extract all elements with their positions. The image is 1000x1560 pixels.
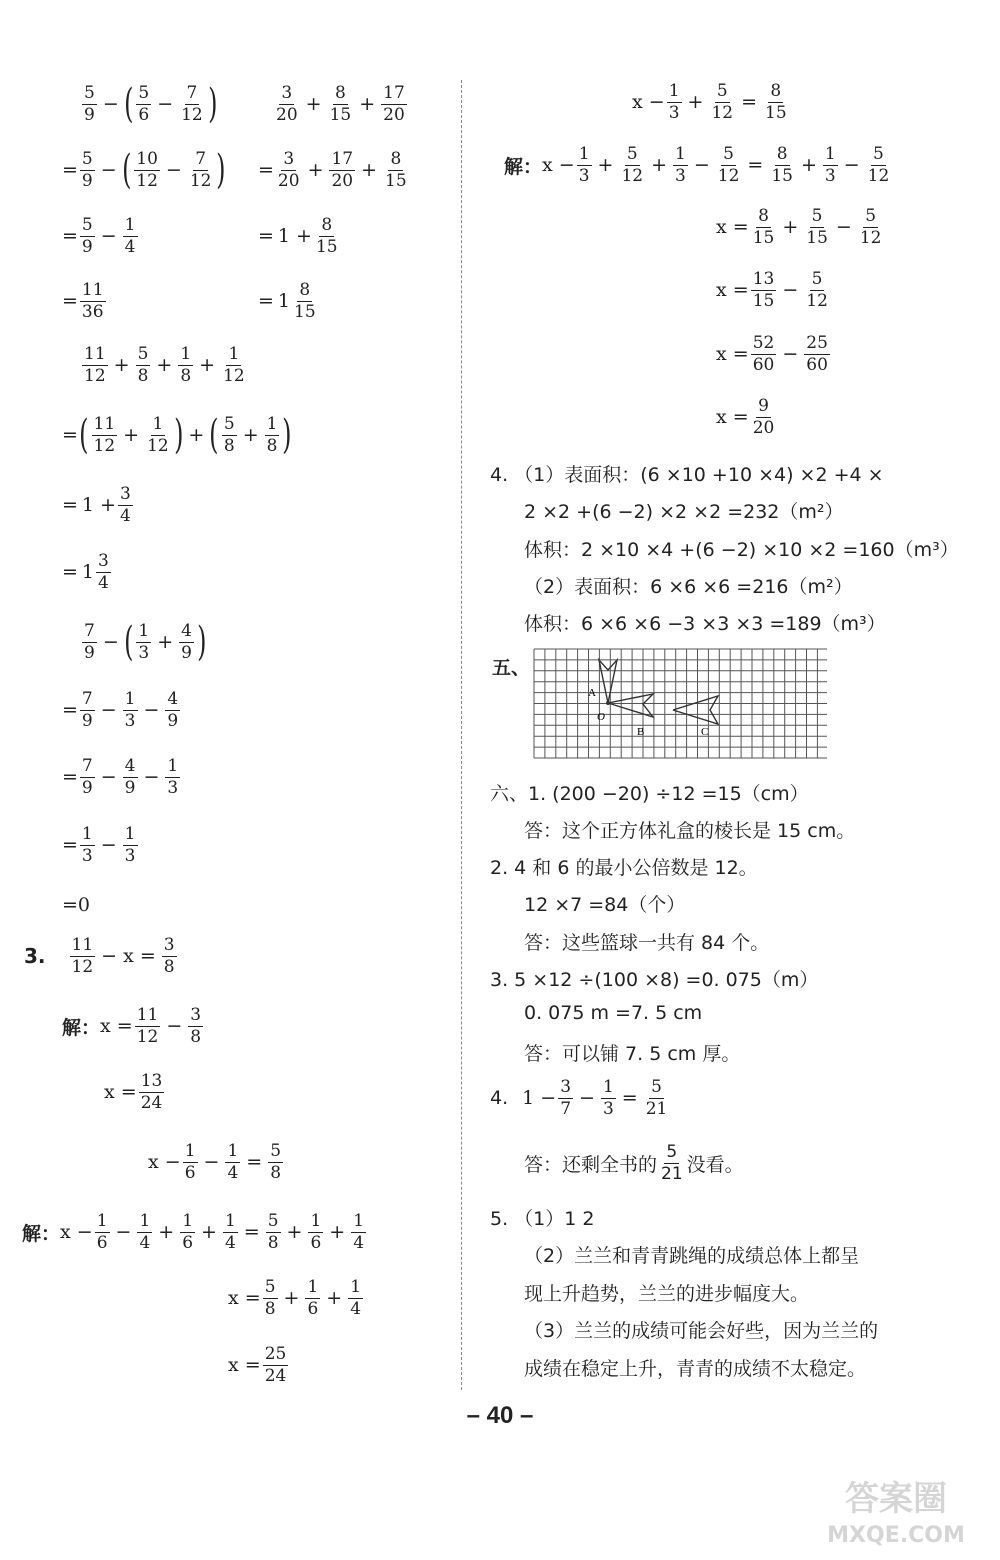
calc-p1-right: $\frac{3}{20}$ + $\frac{8}{15}$ + $\frac{17}{20}$ [276, 83, 405, 125]
calc-r2: = $\frac{7}{9}$ − $\frac{1}{3}$ − $\frac{4}{9}$ [62, 689, 179, 731]
eq-a5: x = $\frac{52}{60}$ − $\frac{25}{60}$ [716, 333, 828, 375]
label-a: A [588, 687, 596, 699]
calc-p4-left: = $\frac{11}{36}$ [62, 280, 104, 322]
eq-a3: x = $\frac{8}{15}$ + $\frac{5}{15}$ − $\frac{5}{12}$ [716, 206, 882, 248]
six-5c: 现上升趋势，兰兰的进步幅度大。 [524, 1283, 810, 1305]
calc-q4: = 1 $\frac{3}{4}$ [62, 551, 109, 593]
watermark-logo [806, 1470, 986, 1550]
eq-u4: x = $\frac{25}{24}$ [228, 1344, 287, 1386]
six-1b: 答：这个正方体礼盒的棱长是 15 cm。 [524, 820, 856, 842]
grid-figure [533, 648, 829, 760]
six-3c: 答：可以铺 7. 5 cm 厚。 [524, 1043, 741, 1065]
eq-a2: 解： x − $\frac{1}{3}$ + $\frac{5}{12}$ + $\frac{1}{3}$ − $\frac{5}{12}$ = $\frac{8}{15}$ + $\frac{1}{3}$ − $\frac{5}{12}$ [504, 144, 890, 186]
svg-text:MXQE.COM: MXQE.COM [827, 1523, 965, 1548]
six-3b: 0. 075 m =7. 5 cm [524, 1002, 703, 1024]
label-b: B [637, 726, 645, 738]
item-3-solve: 解： x = $\frac{11}{12}$ − $\frac{3}{8}$ [62, 1005, 202, 1047]
six-5b: （2）兰兰和青青跳绳的成绩总体上都呈 [524, 1245, 860, 1267]
calc-r1: $\frac{7}{9}$ − ( $\frac{1}{3}$ + $\frac{4}{9}$ ) [84, 619, 207, 666]
six-5d: （3）兰兰的成绩可能会好些，因为兰兰的 [524, 1320, 879, 1342]
calc-q3: = 1 + $\frac{3}{4}$ [62, 484, 131, 526]
page-number: – 40 – [466, 1402, 534, 1429]
item-4-2a: （2）表面积：6 ×6 ×6 =216（m²） [524, 576, 853, 598]
label-o: O [597, 711, 605, 723]
six-5e: 成绩在稳定上升，青青的成绩不太稳定。 [524, 1358, 867, 1380]
six-3a: 3. 5 ×12 ÷(100 ×8) =0. 075（m） [490, 969, 819, 991]
column-divider [461, 80, 462, 1390]
calc-r5: =0 [62, 894, 91, 916]
calc-p3-right: = 1 + $\frac{8}{15}$ [258, 215, 338, 257]
six-5a: 5. （1）1 2 [490, 1208, 595, 1230]
six-2c: 答：这些篮球一共有 84 个。 [524, 932, 770, 954]
origin-point [606, 701, 610, 705]
eq-u3: x = $\frac{5}{8}$ + $\frac{1}{6}$ + $\frac{1}{4}$ [228, 1277, 362, 1319]
shape-c [673, 696, 718, 724]
six-4a: 4. 1 − $\frac{3}{7}$ − $\frac{1}{3}$ = $\frac{5}{21}$ [490, 1077, 668, 1119]
calc-q1: $\frac{11}{12}$ + $\frac{5}{8}$ + $\frac{1}{8}$ + $\frac{1}{12}$ [84, 344, 245, 386]
six-2a: 2. 4 和 6 的最小公倍数是 12。 [490, 857, 758, 879]
item-4-1a: 4. （1）表面积：(6 ×10 +10 ×4) ×2 +4 × [490, 464, 884, 486]
item-3-equation: 3. $\frac{11}{12}$ − x = $\frac{3}{8}$ [24, 935, 175, 977]
calc-r4: = $\frac{1}{3}$ − $\frac{1}{3}$ [62, 824, 136, 866]
six-2b: 12 ×7 =84（个） [524, 894, 686, 916]
eq-a1: x − $\frac{1}{3}$ + $\frac{5}{12}$ = $\frac{8}{15}$ [632, 81, 787, 123]
calc-p2-right: = $\frac{3}{20}$ + $\frac{17}{20}$ + $\frac{8}{15}$ [258, 149, 407, 191]
shape-b [608, 694, 653, 717]
item-3-label: 3. [24, 944, 46, 969]
eq-u2: 解： x − $\frac{1}{6}$ − $\frac{1}{4}$ + $\frac{1}{6}$ + $\frac{1}{4}$ = $\frac{5}{8}$ + $\frac{1}{6}$ + $\frac{1}{4}$ [22, 1211, 365, 1253]
eq-a4: x = $\frac{13}{15}$ − $\frac{5}{12}$ [716, 269, 828, 311]
calc-q2: = ( $\frac{11}{12}$ + $\frac{1}{12}$ ) + ( $\frac{5}{8}$ + $\frac{1}{8}$ ) [62, 412, 292, 459]
calc-r3: = $\frac{7}{9}$ − $\frac{4}{9}$ − $\frac{1}{3}$ [62, 756, 179, 798]
item-4-2b: 体积：6 ×6 ×6 −3 ×3 ×3 =189（m³） [524, 613, 886, 635]
calc-p1-left: $\frac{5}{9}$ − ( $\frac{5}{6}$ − $\frac{7}{12}$ ) [84, 81, 218, 128]
six-4b: 答：还剩全书的 $\frac{5}{21}$ 没看。 [524, 1142, 744, 1184]
eq-a6: x = $\frac{9}{20}$ [716, 396, 775, 438]
eq-u1: x − $\frac{1}{6}$ − $\frac{1}{4}$ = $\frac{5}{8}$ [148, 1141, 282, 1183]
calc-p3-left: = $\frac{5}{9}$ − $\frac{1}{4}$ [62, 215, 136, 257]
six-1a: 六、1. (200 −20) ÷12 =15（cm） [490, 783, 809, 805]
calc-p4-right: = 1 $\frac{8}{15}$ [258, 280, 316, 322]
svg-text:答案圈: 答案圈 [845, 1479, 947, 1519]
section-five-label: 五、 [492, 657, 531, 679]
item-4-1c: 体积：2 ×10 ×4 +(6 −2) ×10 ×2 =160（m³） [524, 539, 959, 561]
calc-p2-left: = $\frac{5}{9}$ − ( $\frac{10}{12}$ − $\frac{7}{12}$ ) [62, 147, 226, 194]
item-4-1b: 2 ×2 +(6 −2) ×2 ×2 =232（m²） [524, 501, 844, 523]
item-3-result: x = $\frac{13}{24}$ [104, 1071, 163, 1113]
label-c: C [701, 726, 709, 738]
